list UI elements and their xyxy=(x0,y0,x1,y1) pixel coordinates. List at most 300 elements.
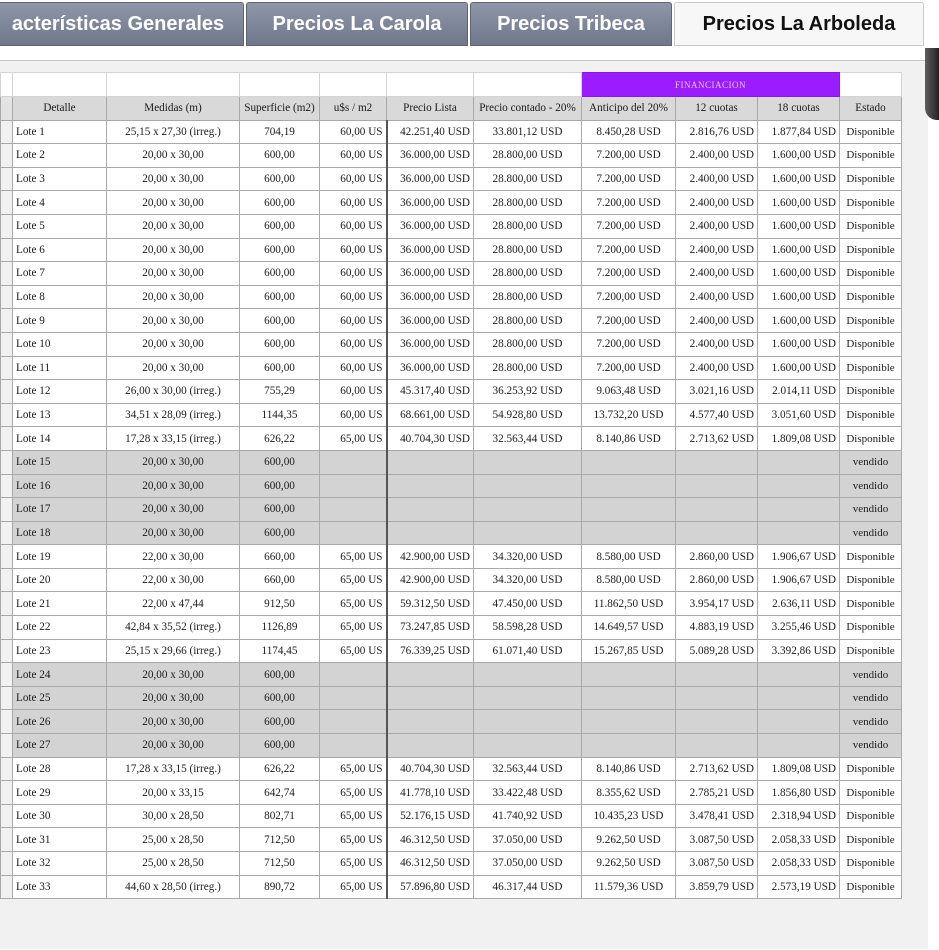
table-cell[interactable]: 600,00 xyxy=(240,285,320,309)
table-cell[interactable]: 1.856,80 USD xyxy=(758,781,840,805)
table-cell[interactable]: 28.800,00 USD xyxy=(474,191,582,215)
table-cell[interactable]: Lote 11 xyxy=(13,356,107,380)
table-cell[interactable]: 17,28 x 33,15 (irreg.) xyxy=(107,427,240,451)
table-cell[interactable]: 600,00 xyxy=(240,498,320,522)
table-cell[interactable]: Disponible xyxy=(840,380,902,404)
table-cell[interactable]: 28.800,00 USD xyxy=(474,262,582,286)
table-cell[interactable]: Disponible xyxy=(840,592,902,616)
table-cell[interactable] xyxy=(676,686,758,710)
table-cell[interactable] xyxy=(582,521,676,545)
table-cell[interactable]: 60,00 US xyxy=(320,356,387,380)
table-cell[interactable]: 46.312,50 USD xyxy=(387,852,474,876)
table-cell[interactable] xyxy=(758,710,840,734)
table-cell[interactable]: vendido xyxy=(840,474,902,498)
table-cell[interactable]: 3.051,60 USD xyxy=(758,403,840,427)
table-cell[interactable]: 712,50 xyxy=(240,828,320,852)
table-cell[interactable]: 11.862,50 USD xyxy=(582,592,676,616)
table-cell[interactable]: 20,00 x 30,00 xyxy=(107,238,240,262)
table-cell[interactable]: 2.400,00 USD xyxy=(676,332,758,356)
table-cell[interactable]: 28.800,00 USD xyxy=(474,167,582,191)
table-cell[interactable]: 4.883,19 USD xyxy=(676,616,758,640)
table-cell[interactable]: 65,00 US xyxy=(320,545,387,569)
table-cell[interactable]: 32.563,44 USD xyxy=(474,427,582,451)
table-cell[interactable] xyxy=(387,474,474,498)
table-cell[interactable]: Lote 33 xyxy=(13,875,107,899)
table-cell[interactable]: 2.400,00 USD xyxy=(676,356,758,380)
table-cell[interactable] xyxy=(758,474,840,498)
table-cell[interactable]: 41.778,10 USD xyxy=(387,781,474,805)
table-cell[interactable] xyxy=(758,686,840,710)
table-cell[interactable]: 2.816,76 USD xyxy=(676,120,758,144)
table-cell[interactable]: 57.896,80 USD xyxy=(387,875,474,899)
table-cell[interactable]: 600,00 xyxy=(240,663,320,687)
table-cell[interactable]: 2.058,33 USD xyxy=(758,828,840,852)
table-cell[interactable] xyxy=(676,474,758,498)
table-cell[interactable]: 2.400,00 USD xyxy=(676,167,758,191)
table-cell[interactable]: 68.661,00 USD xyxy=(387,403,474,427)
table-cell[interactable]: 60,00 US xyxy=(320,120,387,144)
table-cell[interactable]: 65,00 US xyxy=(320,568,387,592)
table-cell[interactable]: 60,00 US xyxy=(320,380,387,404)
table-cell[interactable]: 17,28 x 33,15 (irreg.) xyxy=(107,757,240,781)
table-cell[interactable] xyxy=(474,686,582,710)
table-cell[interactable]: Disponible xyxy=(840,356,902,380)
table-cell[interactable] xyxy=(474,474,582,498)
table-cell[interactable] xyxy=(320,521,387,545)
table-cell[interactable]: 11.579,36 USD xyxy=(582,875,676,899)
table-cell[interactable]: Lote 21 xyxy=(13,592,107,616)
table-cell[interactable]: 1.906,67 USD xyxy=(758,568,840,592)
table-cell[interactable]: 34.320,00 USD xyxy=(474,568,582,592)
table-cell[interactable]: 22,00 x 47,44 xyxy=(107,592,240,616)
table-cell[interactable]: 1.600,00 USD xyxy=(758,167,840,191)
table-cell[interactable]: Disponible xyxy=(840,568,902,592)
table-cell[interactable]: Lote 29 xyxy=(13,781,107,805)
table-cell[interactable]: 2.400,00 USD xyxy=(676,309,758,333)
table-cell[interactable]: 1.906,67 USD xyxy=(758,545,840,569)
table-cell[interactable]: Lote 32 xyxy=(13,852,107,876)
table-cell[interactable] xyxy=(582,686,676,710)
table-cell[interactable]: 41.740,92 USD xyxy=(474,804,582,828)
table-cell[interactable]: 8.580,00 USD xyxy=(582,545,676,569)
table-cell[interactable]: 20,00 x 30,00 xyxy=(107,474,240,498)
table-cell[interactable]: 600,00 xyxy=(240,686,320,710)
table-cell[interactable]: vendido xyxy=(840,710,902,734)
table-cell[interactable]: Disponible xyxy=(840,757,902,781)
table-cell[interactable]: 36.000,00 USD xyxy=(387,214,474,238)
table-cell[interactable]: 1.600,00 USD xyxy=(758,332,840,356)
table-cell[interactable]: Lote 5 xyxy=(13,214,107,238)
table-cell[interactable]: 65,00 US xyxy=(320,757,387,781)
table-cell[interactable]: 65,00 US xyxy=(320,616,387,640)
table-cell[interactable]: 32.563,44 USD xyxy=(474,757,582,781)
table-cell[interactable]: 76.339,25 USD xyxy=(387,639,474,663)
table-cell[interactable] xyxy=(582,710,676,734)
table-cell[interactable]: 1.600,00 USD xyxy=(758,144,840,168)
table-cell[interactable]: 1.600,00 USD xyxy=(758,309,840,333)
table-cell[interactable]: 46.312,50 USD xyxy=(387,828,474,852)
table-cell[interactable]: Lote 14 xyxy=(13,427,107,451)
table-cell[interactable] xyxy=(387,686,474,710)
table-cell[interactable] xyxy=(387,734,474,758)
table-cell[interactable] xyxy=(387,498,474,522)
table-cell[interactable]: 28.800,00 USD xyxy=(474,285,582,309)
table-cell[interactable]: Lote 4 xyxy=(13,191,107,215)
table-cell[interactable]: 2.318,94 USD xyxy=(758,804,840,828)
tab-precios-tribeca[interactable] xyxy=(470,2,672,46)
table-cell[interactable]: 626,22 xyxy=(240,757,320,781)
table-cell[interactable]: 600,00 xyxy=(240,450,320,474)
table-cell[interactable] xyxy=(758,734,840,758)
table-cell[interactable]: 802,71 xyxy=(240,804,320,828)
table-cell[interactable]: 8.580,00 USD xyxy=(582,568,676,592)
table-cell[interactable]: Lote 6 xyxy=(13,238,107,262)
table-cell[interactable]: 60,00 US xyxy=(320,167,387,191)
table-cell[interactable] xyxy=(474,498,582,522)
table-cell[interactable]: 20,00 x 30,00 xyxy=(107,450,240,474)
table-cell[interactable]: 600,00 xyxy=(240,356,320,380)
table-cell[interactable]: 60,00 US xyxy=(320,285,387,309)
table-cell[interactable]: vendido xyxy=(840,663,902,687)
table-cell[interactable]: 2.400,00 USD xyxy=(676,191,758,215)
table-cell[interactable]: 42,84 x 35,52 (irreg.) xyxy=(107,616,240,640)
table-cell[interactable]: 1.600,00 USD xyxy=(758,285,840,309)
tab-precios-la-carola[interactable] xyxy=(246,2,468,46)
table-cell[interactable]: 25,15 x 29,66 (irreg.) xyxy=(107,639,240,663)
table-cell[interactable]: 1.600,00 USD xyxy=(758,262,840,286)
table-cell[interactable]: 60,00 US xyxy=(320,403,387,427)
table-cell[interactable]: 60,00 US xyxy=(320,262,387,286)
table-cell[interactable]: Lote 18 xyxy=(13,521,107,545)
table-cell[interactable] xyxy=(676,498,758,522)
table-cell[interactable]: 73.247,85 USD xyxy=(387,616,474,640)
table-cell[interactable]: 37.050,00 USD xyxy=(474,828,582,852)
table-cell[interactable]: 3.255,46 USD xyxy=(758,616,840,640)
table-cell[interactable]: Lote 20 xyxy=(13,568,107,592)
table-cell[interactable]: 8.450,28 USD xyxy=(582,120,676,144)
table-cell[interactable]: 8.140,86 USD xyxy=(582,427,676,451)
table-cell[interactable]: Disponible xyxy=(840,545,902,569)
table-cell[interactable]: 3.087,50 USD xyxy=(676,828,758,852)
table-cell[interactable]: 40.704,30 USD xyxy=(387,757,474,781)
table-cell[interactable]: 36.000,00 USD xyxy=(387,191,474,215)
table-cell[interactable]: 36.000,00 USD xyxy=(387,167,474,191)
table-cell[interactable]: 3.478,41 USD xyxy=(676,804,758,828)
table-cell[interactable]: 20,00 x 30,00 xyxy=(107,309,240,333)
table-cell[interactable]: Disponible xyxy=(840,616,902,640)
table-cell[interactable]: 2.400,00 USD xyxy=(676,262,758,286)
table-cell[interactable]: 3.087,50 USD xyxy=(676,852,758,876)
table-cell[interactable]: Disponible xyxy=(840,285,902,309)
table-cell[interactable]: 600,00 xyxy=(240,144,320,168)
table-cell[interactable]: Lote 26 xyxy=(13,710,107,734)
table-cell[interactable]: Lote 8 xyxy=(13,285,107,309)
table-cell[interactable]: Disponible xyxy=(840,191,902,215)
table-cell[interactable]: 28.800,00 USD xyxy=(474,356,582,380)
table-cell[interactable]: 20,00 x 30,00 xyxy=(107,285,240,309)
table-cell[interactable]: 22,00 x 30,00 xyxy=(107,568,240,592)
table-cell[interactable]: 37.050,00 USD xyxy=(474,852,582,876)
table-cell[interactable]: 42.900,00 USD xyxy=(387,545,474,569)
table-cell[interactable] xyxy=(474,734,582,758)
table-cell[interactable]: 47.450,00 USD xyxy=(474,592,582,616)
table-cell[interactable]: 2.713,62 USD xyxy=(676,427,758,451)
table-cell[interactable]: 7.200,00 USD xyxy=(582,332,676,356)
table-cell[interactable]: 8.140,86 USD xyxy=(582,757,676,781)
table-cell[interactable]: 65,00 US xyxy=(320,828,387,852)
table-cell[interactable]: 28.800,00 USD xyxy=(474,309,582,333)
table-cell[interactable]: 2.058,33 USD xyxy=(758,852,840,876)
table-cell[interactable]: Disponible xyxy=(840,875,902,899)
table-cell[interactable]: 600,00 xyxy=(240,474,320,498)
table-cell[interactable]: 600,00 xyxy=(240,710,320,734)
table-cell[interactable]: 65,00 US xyxy=(320,781,387,805)
table-cell[interactable]: Disponible xyxy=(840,403,902,427)
table-cell[interactable]: 42.251,40 USD xyxy=(387,120,474,144)
table-cell[interactable] xyxy=(758,521,840,545)
table-cell[interactable]: 600,00 xyxy=(240,238,320,262)
table-cell[interactable]: 1.600,00 USD xyxy=(758,191,840,215)
table-cell[interactable]: 642,74 xyxy=(240,781,320,805)
table-cell[interactable]: 20,00 x 30,00 xyxy=(107,167,240,191)
table-cell[interactable]: 3.021,16 USD xyxy=(676,380,758,404)
tab-caracteristicas-generales[interactable] xyxy=(0,2,244,46)
table-cell[interactable] xyxy=(474,663,582,687)
table-cell[interactable]: 60,00 US xyxy=(320,191,387,215)
table-cell[interactable]: 660,00 xyxy=(240,545,320,569)
table-cell[interactable]: 1126,89 xyxy=(240,616,320,640)
table-cell[interactable]: Lote 27 xyxy=(13,734,107,758)
table-cell[interactable]: 704,19 xyxy=(240,120,320,144)
table-cell[interactable]: 600,00 xyxy=(240,214,320,238)
tab-precios-la-arboleda[interactable] xyxy=(674,2,924,46)
table-cell[interactable]: 25,15 x 27,30 (irreg.) xyxy=(107,120,240,144)
table-cell[interactable]: 45.317,40 USD xyxy=(387,380,474,404)
table-cell[interactable]: 600,00 xyxy=(240,262,320,286)
table-cell[interactable]: 1174,45 xyxy=(240,639,320,663)
table-cell[interactable] xyxy=(474,521,582,545)
table-cell[interactable]: Disponible xyxy=(840,332,902,356)
table-cell[interactable]: 40.704,30 USD xyxy=(387,427,474,451)
table-cell[interactable]: 2.636,11 USD xyxy=(758,592,840,616)
table-cell[interactable]: 20,00 x 30,00 xyxy=(107,356,240,380)
table-cell[interactable]: vendido xyxy=(840,734,902,758)
table-cell[interactable] xyxy=(387,450,474,474)
table-cell[interactable]: 600,00 xyxy=(240,521,320,545)
table-cell[interactable]: 60,00 US xyxy=(320,214,387,238)
table-cell[interactable]: 58.598,28 USD xyxy=(474,616,582,640)
table-cell[interactable]: 1.600,00 USD xyxy=(758,238,840,262)
table-cell[interactable]: vendido xyxy=(840,498,902,522)
table-cell[interactable]: Disponible xyxy=(840,238,902,262)
table-cell[interactable] xyxy=(582,450,676,474)
table-cell[interactable]: 912,50 xyxy=(240,592,320,616)
table-cell[interactable]: 20,00 x 30,00 xyxy=(107,710,240,734)
table-cell[interactable]: 20,00 x 30,00 xyxy=(107,262,240,286)
table-cell[interactable]: 1.600,00 USD xyxy=(758,214,840,238)
table-cell[interactable]: Lote 30 xyxy=(13,804,107,828)
table-cell[interactable]: 26,00 x 30,00 (irreg.) xyxy=(107,380,240,404)
table-cell[interactable]: 20,00 x 30,00 xyxy=(107,686,240,710)
table-cell[interactable] xyxy=(758,450,840,474)
table-cell[interactable]: 36.000,00 USD xyxy=(387,356,474,380)
table-cell[interactable]: 5.089,28 USD xyxy=(676,639,758,663)
table-cell[interactable]: Lote 15 xyxy=(13,450,107,474)
table-cell[interactable]: 660,00 xyxy=(240,568,320,592)
table-cell[interactable]: vendido xyxy=(840,450,902,474)
table-cell[interactable]: 65,00 US xyxy=(320,852,387,876)
table-cell[interactable]: Disponible xyxy=(840,214,902,238)
table-cell[interactable]: Disponible xyxy=(840,852,902,876)
table-cell[interactable] xyxy=(320,450,387,474)
table-cell[interactable]: 7.200,00 USD xyxy=(582,214,676,238)
table-cell[interactable]: Lote 12 xyxy=(13,380,107,404)
table-cell[interactable] xyxy=(320,474,387,498)
table-cell[interactable] xyxy=(582,498,676,522)
table-cell[interactable]: 755,29 xyxy=(240,380,320,404)
table-cell[interactable]: 59.312,50 USD xyxy=(387,592,474,616)
table-cell[interactable] xyxy=(320,710,387,734)
table-cell[interactable]: 36.253,92 USD xyxy=(474,380,582,404)
table-cell[interactable]: 60,00 US xyxy=(320,238,387,262)
table-cell[interactable]: Lote 23 xyxy=(13,639,107,663)
table-cell[interactable]: 34,51 x 28,09 (irreg.) xyxy=(107,403,240,427)
table-cell[interactable]: 13.732,20 USD xyxy=(582,403,676,427)
table-cell[interactable]: 36.000,00 USD xyxy=(387,309,474,333)
table-cell[interactable]: Lote 3 xyxy=(13,167,107,191)
table-cell[interactable]: 28.800,00 USD xyxy=(474,214,582,238)
table-cell[interactable]: 33.801,12 USD xyxy=(474,120,582,144)
table-cell[interactable] xyxy=(582,474,676,498)
table-cell[interactable]: 7.200,00 USD xyxy=(582,262,676,286)
table-cell[interactable] xyxy=(320,686,387,710)
table-cell[interactable]: 30,00 x 28,50 xyxy=(107,804,240,828)
table-cell[interactable]: 65,00 US xyxy=(320,875,387,899)
table-cell[interactable]: Disponible xyxy=(840,804,902,828)
table-cell[interactable]: 8.355,62 USD xyxy=(582,781,676,805)
table-cell[interactable]: 9.262,50 USD xyxy=(582,852,676,876)
table-cell[interactable]: Disponible xyxy=(840,639,902,663)
table-cell[interactable]: Lote 2 xyxy=(13,144,107,168)
table-cell[interactable]: 600,00 xyxy=(240,332,320,356)
table-cell[interactable] xyxy=(582,734,676,758)
table-cell[interactable]: 36.000,00 USD xyxy=(387,262,474,286)
table-cell[interactable]: 2.860,00 USD xyxy=(676,545,758,569)
table-cell[interactable]: Lote 31 xyxy=(13,828,107,852)
table-cell[interactable]: 28.800,00 USD xyxy=(474,332,582,356)
table-cell[interactable]: 1.600,00 USD xyxy=(758,356,840,380)
table-cell[interactable] xyxy=(676,450,758,474)
table-cell[interactable]: 2.400,00 USD xyxy=(676,144,758,168)
table-cell[interactable]: Lote 10 xyxy=(13,332,107,356)
table-cell[interactable]: Lote 22 xyxy=(13,616,107,640)
table-cell[interactable]: 2.860,00 USD xyxy=(676,568,758,592)
table-cell[interactable]: Lote 13 xyxy=(13,403,107,427)
table-cell[interactable]: 20,00 x 30,00 xyxy=(107,191,240,215)
table-cell[interactable]: 65,00 US xyxy=(320,427,387,451)
table-cell[interactable]: 52.176,15 USD xyxy=(387,804,474,828)
table-cell[interactable]: 20,00 x 30,00 xyxy=(107,144,240,168)
table-cell[interactable]: 42.900,00 USD xyxy=(387,568,474,592)
table-cell[interactable]: Disponible xyxy=(840,144,902,168)
table-cell[interactable]: vendido xyxy=(840,686,902,710)
table-cell[interactable]: 2.400,00 USD xyxy=(676,285,758,309)
table-cell[interactable]: 22,00 x 30,00 xyxy=(107,545,240,569)
table-cell[interactable]: 2.573,19 USD xyxy=(758,875,840,899)
table-cell[interactable] xyxy=(320,734,387,758)
table-cell[interactable]: 7.200,00 USD xyxy=(582,356,676,380)
table-cell[interactable]: 7.200,00 USD xyxy=(582,309,676,333)
table-cell[interactable]: Lote 16 xyxy=(13,474,107,498)
table-cell[interactable] xyxy=(676,710,758,734)
table-cell[interactable]: 600,00 xyxy=(240,309,320,333)
table-cell[interactable]: 1144,35 xyxy=(240,403,320,427)
table-cell[interactable]: 46.317,44 USD xyxy=(474,875,582,899)
table-cell[interactable]: 25,00 x 28,50 xyxy=(107,852,240,876)
table-cell[interactable]: 2.400,00 USD xyxy=(676,238,758,262)
table-cell[interactable]: Lote 1 xyxy=(13,120,107,144)
table-cell[interactable] xyxy=(387,663,474,687)
table-cell[interactable]: Lote 7 xyxy=(13,262,107,286)
table-cell[interactable]: 20,00 x 30,00 xyxy=(107,498,240,522)
table-cell[interactable] xyxy=(320,663,387,687)
table-cell[interactable]: 7.200,00 USD xyxy=(582,144,676,168)
table-cell[interactable] xyxy=(676,663,758,687)
table-cell[interactable]: Lote 25 xyxy=(13,686,107,710)
table-cell[interactable]: 60,00 US xyxy=(320,332,387,356)
table-cell[interactable] xyxy=(474,710,582,734)
table-cell[interactable]: 890,72 xyxy=(240,875,320,899)
table-cell[interactable]: 20,00 x 30,00 xyxy=(107,734,240,758)
table-cell[interactable]: 10.435,23 USD xyxy=(582,804,676,828)
table-cell[interactable]: 600,00 xyxy=(240,191,320,215)
table-cell[interactable]: 15.267,85 USD xyxy=(582,639,676,663)
table-cell[interactable]: 36.000,00 USD xyxy=(387,332,474,356)
table-cell[interactable]: 2.785,21 USD xyxy=(676,781,758,805)
table-cell[interactable] xyxy=(758,663,840,687)
table-cell[interactable]: 34.320,00 USD xyxy=(474,545,582,569)
table-cell[interactable]: 33.422,48 USD xyxy=(474,781,582,805)
table-cell[interactable]: 1.877,84 USD xyxy=(758,120,840,144)
table-cell[interactable]: 2.014,11 USD xyxy=(758,380,840,404)
table-cell[interactable] xyxy=(582,663,676,687)
table-cell[interactable]: 2.713,62 USD xyxy=(676,757,758,781)
table-cell[interactable]: Disponible xyxy=(840,828,902,852)
table-cell[interactable]: Lote 24 xyxy=(13,663,107,687)
table-cell[interactable]: 28.800,00 USD xyxy=(474,238,582,262)
table-cell[interactable]: Lote 19 xyxy=(13,545,107,569)
table-cell[interactable]: 7.200,00 USD xyxy=(582,167,676,191)
table-cell[interactable]: 28.800,00 USD xyxy=(474,144,582,168)
table-cell[interactable]: 7.200,00 USD xyxy=(582,191,676,215)
table-cell[interactable]: 36.000,00 USD xyxy=(387,144,474,168)
table-cell[interactable]: 3.392,86 USD xyxy=(758,639,840,663)
table-cell[interactable]: Disponible xyxy=(840,167,902,191)
table-cell[interactable] xyxy=(474,450,582,474)
table-cell[interactable]: 54.928,80 USD xyxy=(474,403,582,427)
table-cell[interactable]: 65,00 US xyxy=(320,639,387,663)
table-cell[interactable]: 65,00 US xyxy=(320,804,387,828)
table-cell[interactable]: vendido xyxy=(840,521,902,545)
table-cell[interactable]: 626,22 xyxy=(240,427,320,451)
table-cell[interactable]: 61.071,40 USD xyxy=(474,639,582,663)
table-cell[interactable]: 20,00 x 30,00 xyxy=(107,214,240,238)
table-cell[interactable]: Disponible xyxy=(840,120,902,144)
table-cell[interactable]: Lote 17 xyxy=(13,498,107,522)
table-cell[interactable]: 3.954,17 USD xyxy=(676,592,758,616)
table-cell[interactable]: 36.000,00 USD xyxy=(387,238,474,262)
table-cell[interactable] xyxy=(676,521,758,545)
